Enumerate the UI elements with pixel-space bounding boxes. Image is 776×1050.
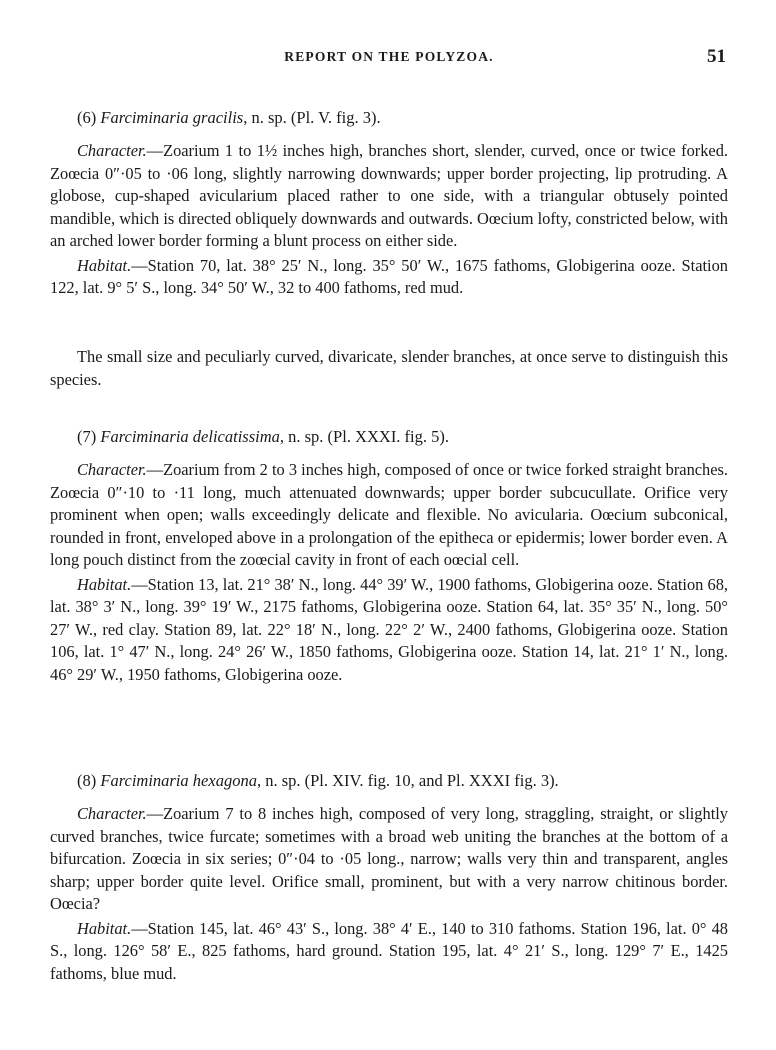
habitat-label: Habitat. <box>77 255 132 275</box>
habitat-label: Habitat. <box>77 574 132 594</box>
character-label: Character. <box>77 804 147 823</box>
species-name: Farciminaria delicatissima <box>100 427 280 446</box>
habitat-paragraph <box>50 255 728 300</box>
page-number: 51 <box>707 46 726 67</box>
species-number: (8) <box>77 771 97 790</box>
species-heading <box>50 426 728 448</box>
habitat-text: —Station 70, lat. 38° 25′ N., long. 35° 50′ W., 1675 fathoms, Globigerina ooze. Station 122, lat. 9° 5′ S., long. 34° 50′ W., 32 to 400 fathoms, red mud. <box>50 255 728 297</box>
habitat-label: Habitat. <box>77 918 132 938</box>
character-text: —Zoarium from 2 to 3 inches high, composed of once or twice forked straight branches. Zoœcia 0″·10 to ·11 long, much attenuated downwards; upper border subcucullate. Orifice very prominent when open; walls exceedingly delicate and flexible. No avicularia. Oœcium subconical, rounded in front, enveloped above in a prolongation of the epitheca or epidermis; lower border even. A long pouch distinct from the zoœcial cavity in front of each oœcial cell. <box>50 460 728 569</box>
species-name: Farciminaria hexagona <box>100 771 257 790</box>
running-header <box>50 46 728 71</box>
habitat-text: —Station 13, lat. 21° 38′ N., long. 44° 39′ W., 1900 fathoms, Globigerina ooze. Station 68, lat. 38° 3′ N., long. 39° 19′ W., 2175 fathoms, Globigerina ooze. Station 64, lat. 35° 35′ N., long. 50° 27′ W., red clay. Station 89, lat. 22° 18′ N., long. 22° 2′ W., 2400 fathoms, Globigerina ooze. Station 106, lat. 1° 47′ N., long. 24° 26′ W., 1850 fathoms, Globigerina ooze. Station 14, lat. 21° 1′ N., long. 46° 29′ W., 1950 fathoms, Globigerina ooze. <box>50 574 728 684</box>
species-note: , n. sp. (Pl. XIV. fig. 10, and Pl. XXXI fig. 3). <box>256 771 559 790</box>
character-label: Character. <box>77 460 147 479</box>
habitat-paragraph <box>50 574 728 687</box>
remark-paragraph: The small size and peculiarly curved, divaricate, slender branches, at once serve to distinguish this species. <box>50 347 728 389</box>
species-name: Farciminaria gracilis <box>100 108 244 127</box>
character-label: Character. <box>77 141 147 160</box>
character-paragraph <box>50 803 728 916</box>
species-note: , n. sp. (Pl. XXXI. fig. 5). <box>279 427 450 446</box>
species-number: (7) <box>77 427 97 446</box>
habitat-text: —Station 145, lat. 46° 43′ S., long. 38° 4′ E., 140 to 310 fathoms. Station 196, lat. 0° 48 S., long. 126° 58′ E., 825 fathoms, hard ground. Station 195, lat. 4° 21′ S., long. 129° 7′ E., 1425 fathoms, blue mud. <box>50 918 728 983</box>
species-heading <box>50 107 728 129</box>
character-text: —Zoarium 7 to 8 inches high, composed of very long, straggling, straight, or slightly curved branches, twice furcate; sometimes with a broad web uniting the branches at the bottom of a bifurcation. Zoœcia in six series; 0″·04 to ·05 long., narrow; walls very thin and transparent, angles sharp; upper border quite level. Orifice small, prominent, but with a very narrow chitinous border. Oœcia? <box>50 804 728 913</box>
species-entry-8 <box>50 770 728 985</box>
species-heading <box>50 770 728 792</box>
habitat-paragraph <box>50 918 728 986</box>
species-number: (6) <box>77 108 97 127</box>
character-paragraph <box>50 140 728 253</box>
character-text: —Zoarium 1 to 1½ inches high, branches short, slender, curved, once or twice forked. Zoœcia 0″·05 to ·06 long, slightly narrowing downwards; upper border projecting, lip protruding. A globose, cup-shaped avicularium placed rather to one side, with a triangular obtusely pointed mandible, which is directed obliquely downwards and outwards. Oœcium lofty, constricted below, with an arched lower border forming a blunt process on either side. <box>50 141 728 250</box>
character-paragraph <box>50 459 728 572</box>
species-entry-7 <box>50 426 728 686</box>
species-note: , n. sp. (Pl. V. fig. 3). <box>243 108 381 127</box>
running-title: REPORT ON THE POLYZOA. <box>284 49 494 64</box>
species-entry-6 <box>50 107 728 300</box>
